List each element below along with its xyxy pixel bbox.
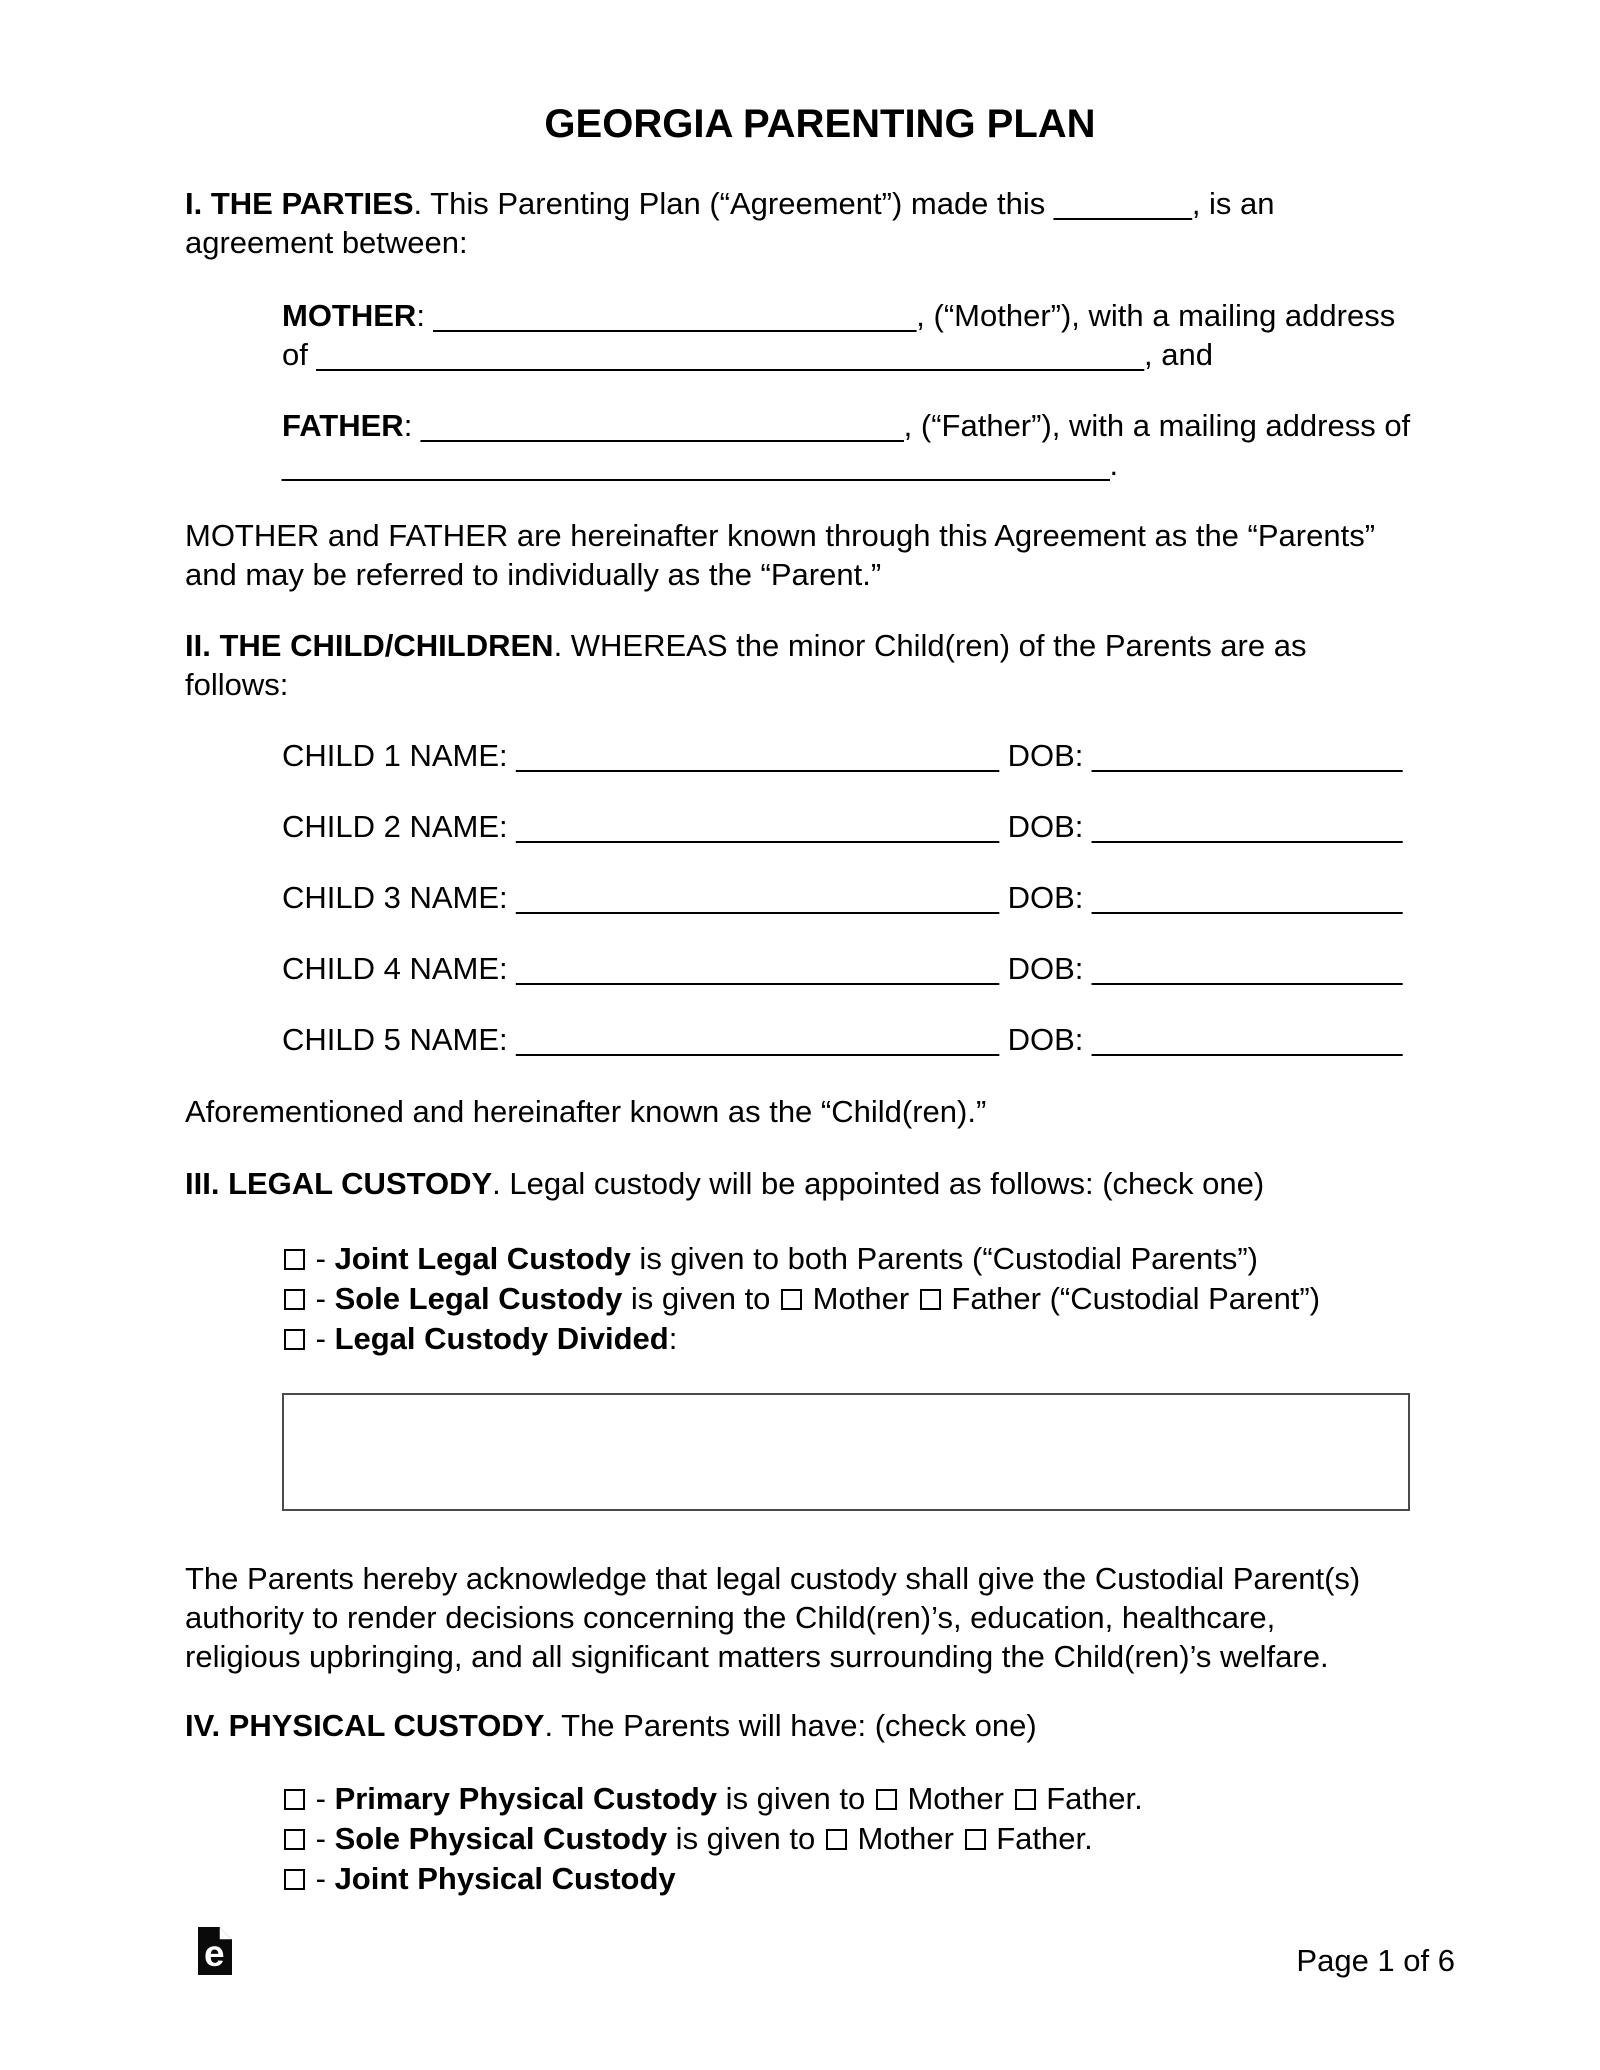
children-note-paragraph: [185, 1092, 1455, 1131]
custody-option-line: [282, 1319, 1455, 1359]
father-block: [282, 406, 1455, 484]
option-text: Father (“Custodial Parent”): [942, 1281, 1321, 1316]
father-name-blank-line: : ____________________________, (“Father”), with a mailing address of: [403, 408, 1411, 443]
option-text: Mother: [804, 1281, 918, 1316]
checkbox-icon[interactable]: [876, 1789, 897, 1810]
children-heading-rest: . WHEREAS the minor Child(ren) of the Parents are as: [553, 628, 1307, 663]
mother-line1: [282, 296, 1455, 335]
physical-custody-options: [185, 1779, 1455, 1899]
children-heading-paragraph: [185, 626, 1455, 704]
option-text: Mother: [898, 1781, 1013, 1816]
mother-name-blank-line: : ____________________________, (“Mother”), with a mailing address: [416, 298, 1396, 333]
checkbox-icon[interactable]: [284, 1789, 305, 1810]
option-label: Sole Legal Custody: [334, 1281, 623, 1316]
option-text: is given to: [667, 1821, 824, 1856]
physical-custody-heading-rest: . The Parents will have: (check one): [544, 1708, 1037, 1743]
children-heading: II. THE CHILD/CHILDREN: [185, 628, 554, 663]
option-text: is given to: [622, 1281, 780, 1316]
father-line1: [282, 406, 1455, 445]
legal-custody-heading-rest: . Legal custody will be appointed as follows: (check one): [492, 1166, 1265, 1201]
legal-custody-heading-line: [185, 1164, 1455, 1203]
option-text: :: [668, 1321, 678, 1356]
physical-custody-heading: IV. PHYSICAL CUSTODY: [185, 1708, 545, 1743]
parties-intro-paragraph: [185, 184, 1455, 262]
child-row: CHILD 2 NAME: ____________________________ DOB: __________________: [282, 809, 1403, 844]
option-label: Legal Custody Divided: [334, 1321, 669, 1356]
mother-label: MOTHER: [282, 298, 417, 333]
option-label: Primary Physical Custody: [334, 1781, 718, 1816]
checkbox-icon[interactable]: [1015, 1789, 1036, 1810]
custody-option-line: [282, 1779, 1455, 1819]
parents-note-line1: MOTHER and FATHER are hereinafter known through this Agreement as the “Parents”: [185, 518, 1376, 553]
child-row: CHILD 1 NAME: ____________________________ DOB: __________________: [282, 738, 1403, 773]
custody-option-line: [282, 1239, 1455, 1279]
legal-custody-note-line3: religious upbringing, and all significant matters surrounding the Child(ren)’s welfare.: [185, 1639, 1329, 1674]
parties-intro-line1: [185, 184, 1455, 223]
option-text: -: [307, 1321, 335, 1356]
parties-heading: I. THE PARTIES: [185, 186, 414, 221]
parents-note-line2: and may be referred to individually as the “Parent.”: [185, 557, 882, 592]
option-label: Joint Physical Custody: [334, 1861, 676, 1896]
option-text: -: [307, 1241, 335, 1276]
children-heading-line2: follows:: [185, 667, 289, 702]
legal-custody-note-paragraph: [185, 1559, 1455, 1676]
child-row: CHILD 4 NAME: ____________________________ DOB: __________________: [282, 951, 1403, 986]
legal-custody-divided-textbox[interactable]: [282, 1393, 1410, 1511]
physical-custody-heading-line: [185, 1706, 1455, 1745]
legal-custody-note-line2: authority to render decisions concerning the Child(ren)’s, education, healthcare,: [185, 1600, 1276, 1635]
eforms-logo: [198, 1927, 232, 1975]
legal-custody-note-line1: The Parents hereby acknowledge that legal custody shall give the Custodial Parent(s): [185, 1561, 1361, 1596]
option-text: -: [307, 1821, 335, 1856]
father-label: FATHER: [282, 408, 404, 443]
physical-custody-heading-paragraph: [185, 1706, 1455, 1745]
checkbox-icon[interactable]: [284, 1869, 305, 1890]
children-note: Aforementioned and hereinafter known as the “Child(ren).”: [185, 1094, 987, 1129]
custody-option-line: [282, 1859, 1455, 1899]
option-label: Joint Legal Custody: [334, 1241, 631, 1276]
mother-address-blank-line: of ________________________________________________, and: [282, 337, 1213, 372]
checkbox-icon[interactable]: [826, 1829, 847, 1850]
option-text: Mother: [848, 1821, 963, 1856]
checkbox-icon[interactable]: [965, 1829, 986, 1850]
custody-option-line: [282, 1279, 1455, 1319]
option-text: Father.: [1037, 1781, 1143, 1816]
father-address-blank-line: ________________________________________________.: [282, 447, 1119, 482]
parents-note-paragraph: [185, 516, 1455, 594]
checkbox-icon[interactable]: [284, 1289, 305, 1310]
checkbox-icon[interactable]: [284, 1829, 305, 1850]
custody-option-line: [282, 1819, 1455, 1859]
children-heading-line1: [185, 626, 1455, 665]
option-label: Sole Physical Custody: [334, 1821, 668, 1856]
option-text: is given to: [717, 1781, 874, 1816]
page-number: Page 1 of 6: [1296, 1943, 1455, 1978]
parties-heading-rest: . This Parenting Plan (“Agreement”) made this ________, is an: [413, 186, 1275, 221]
children-list: [185, 736, 1455, 1059]
page-title: GEORGIA PARENTING PLAN: [544, 102, 1096, 146]
legal-custody-options: [185, 1239, 1455, 1359]
mother-block: [282, 296, 1455, 374]
checkbox-icon[interactable]: [781, 1289, 802, 1310]
document-icon: [198, 1927, 232, 1975]
option-text: -: [307, 1281, 335, 1316]
checkbox-icon[interactable]: [284, 1249, 305, 1270]
option-text: Father.: [987, 1821, 1093, 1856]
eforms-logo-letter: e: [204, 1933, 225, 1974]
option-text: is given to both Parents (“Custodial Parents”): [630, 1241, 1258, 1276]
option-text: -: [307, 1781, 335, 1816]
legal-custody-heading: III. LEGAL CUSTODY: [185, 1166, 493, 1201]
legal-custody-heading-paragraph: [185, 1164, 1455, 1203]
child-row: CHILD 3 NAME: ____________________________ DOB: __________________: [282, 880, 1403, 915]
checkbox-icon[interactable]: [284, 1329, 305, 1350]
parties-intro-line2: agreement between:: [185, 225, 468, 260]
child-row: CHILD 5 NAME: ____________________________ DOB: __________________: [282, 1022, 1403, 1057]
option-text: -: [307, 1861, 335, 1896]
checkbox-icon[interactable]: [920, 1289, 941, 1310]
